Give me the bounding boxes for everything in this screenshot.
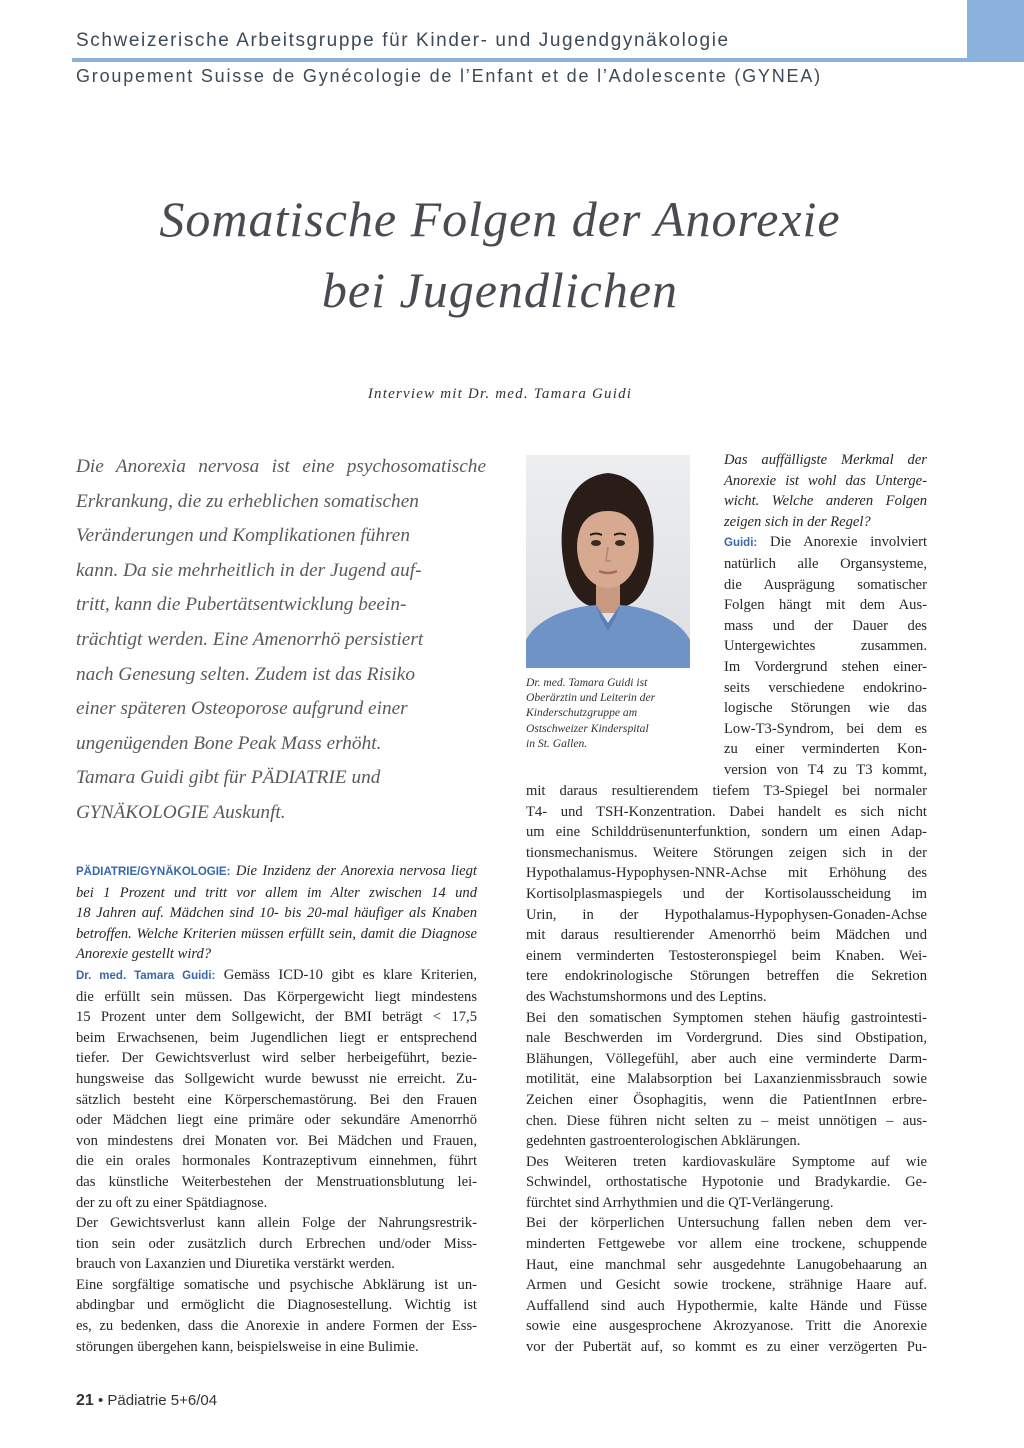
answer-speaker: Guidi: [724, 537, 758, 550]
page-footer [76, 1392, 217, 1410]
answer-line: störungen übergehen kann, beispielsweise in eine Bulimie. [76, 1338, 419, 1355]
lead-line: kann. Da sie mehrheitlich in der Jugend auf- [76, 559, 422, 581]
header-society-fr: Groupement Suisse de Gynécologie de l’Enfant et de l’Adolescente (GYNEA) [76, 66, 822, 86]
body-line: Urin, in der Hypothalamus-Hypophysen-Gonaden-Achse [526, 906, 927, 923]
answer-line: oder Mädchen liegt eine primäre oder sekundäre Amenorrhö [76, 1112, 477, 1129]
portrait-photo [526, 455, 690, 668]
answer-line: abdingbar und ermöglicht die Diagnosestellung. Wichtig ist [76, 1297, 477, 1314]
answer-line: die erfüllt sein müssen. Das Körpergewicht liegt mindestens [76, 988, 477, 1005]
caption-line: Ostschweizer Kinderspital [526, 721, 649, 735]
question-line: zeigen sich in der Regel? [724, 513, 871, 530]
title-line-2: bei Jugendlichen [321, 262, 679, 318]
answer-line: Low-T3-Syndrom, bei dem es [724, 720, 927, 737]
body-line: chen. Diese führen nicht selten zu – meist unnötigen – aus- [526, 1112, 927, 1129]
body-line: Haut, eine manchmal sehr ausgedehnte Lanugobehaarung an [526, 1256, 927, 1273]
footer-bullet: • [97, 1392, 104, 1409]
question-1-text: Die Inzidenz der Anorexia nervosa liegt [235, 863, 477, 879]
photo-caption [526, 675, 696, 751]
body-line: Armen und Gesicht sowie trockene, strähnige Haare auf. [526, 1277, 927, 1294]
caption-line: Kinderschutzgruppe am [526, 706, 638, 720]
question-line: Das auffälligste Merkmal der [724, 452, 927, 468]
answer-2-text: Die Anorexie involviert [770, 534, 927, 551]
body-line: motilität, eine Malabsorption bei Laxanzienmissbrauch sowie [526, 1071, 927, 1088]
body-line: minderten Fettgewebe vor allem eine trockene, schuppende [526, 1236, 927, 1253]
body-line: T4- und TSH-Konzentration. Dabei handelt es sich nicht [526, 803, 927, 820]
body-line: einem verminderten Testosteronspiegel beim Knaben. Wei- [526, 947, 927, 964]
body-line: Blähungen, Völlegefühl, aber auch eine verminderte Darm- [526, 1050, 927, 1067]
answer-line: zu einer verminderten Kon- [724, 741, 927, 758]
article-title [0, 184, 1000, 326]
title-line-1: Somatische Folgen der Anorexie [159, 191, 841, 247]
body-line: Kortisolplasmaspiegels und der Kortisolausscheidung im [526, 885, 927, 902]
answer-line: Der Gewichtsverlust kann allein Folge der Nahrungsrestrik- [76, 1215, 477, 1232]
answer-line: von mindestens drei Monaten vor. Bei Mädchen und Frauen, [76, 1132, 477, 1149]
body-line: mit daraus resultierendem tiefem T3-Spiegel bei normaler [526, 783, 927, 799]
question-line: bei 1 Prozent und tritt vor allem im Alter zwischen 14 und [76, 884, 477, 901]
answer-line: Im Vordergrund stehen einer- [724, 658, 927, 675]
body-line: Hypothalamus-Hypophysen-NNR-Achse mit Erhöhung des [526, 865, 927, 882]
answer-line: Folgen hängt mit dem Aus- [724, 597, 927, 614]
body-line: fürchtet sind Arrhythmien und die QT-Verlängerung. [526, 1194, 834, 1211]
body-line: um eine Schilddrüsenunterfunktion, sondern um einen Adap- [526, 824, 927, 841]
lead-line: Tamara Guidi gibt für PÄDIATRIE und [76, 767, 381, 789]
answer-line: Untergewichtes zusammen. [724, 638, 927, 655]
question-speaker: PÄDIATRIE/GYNÄKOLOGIE: [76, 866, 231, 878]
lead-line: nach Genesung selten. Zudem ist das Risiko [76, 663, 415, 685]
column-right-upper [724, 450, 927, 781]
lead-line: tritt, kann die Pubertätsentwicklung beein- [76, 594, 407, 616]
answer-speaker: Dr. med. Tamara Guidi: [76, 969, 216, 982]
caption-line: Oberärztin und Leiterin der [526, 691, 656, 705]
body-line: vor der Pubertät auf, so kommt es zu einer verzögerten Pu- [526, 1339, 927, 1356]
lead-line: GYNÄKOLOGIE Auskunft. [76, 801, 286, 823]
lead-line: Veränderungen und Komplikationen führen [76, 525, 410, 547]
answer-1-text: Gemäss ICD-10 gibt es klare Kriterien, [223, 966, 477, 983]
answer-line: mass und der Dauer des [724, 617, 927, 634]
answer-line: seits verschiedene endokrino- [724, 679, 927, 696]
lead-line: einer späteren Osteoporose aufgrund einer [76, 698, 408, 720]
answer-line: brauch von Laxanzien und Diuretika verstärkt werden. [76, 1256, 395, 1273]
body-line: Bei den somatischen Symptomen stehen häufig gastrointesti- [526, 1009, 927, 1026]
lead-paragraph [76, 450, 486, 831]
lead-line: Erkrankung, die zu erheblichen somatischen [76, 490, 419, 512]
answer-2-first-line [724, 532, 927, 554]
header-color-tab [967, 0, 1024, 62]
question-line: Anorexie ist wohl das Unterge- [724, 472, 927, 489]
answer-line: die Ausprägung somatischer [724, 576, 927, 593]
body-line: mit daraus resultierender Amenorrhö beim Mädchen und [526, 927, 927, 944]
body-line: tionsmechanismus. Weitere Störungen zeigen sich in der [526, 844, 927, 861]
answer-line: die ein orales hormonales Kontrazeptivum einnehmen, führt [76, 1153, 477, 1170]
question-1-first-line [76, 861, 477, 883]
answer-line: tion sein oder zusätzlich durch Erbrechen und/oder Miss- [76, 1235, 477, 1252]
answer-line: der zu oft zu einer Spätdiagnose. [76, 1194, 268, 1211]
column-right-lower [526, 781, 927, 1358]
body-line: des Wachstumshormons und des Leptins. [526, 988, 767, 1005]
answer-line: Eine sorgfältige somatische und psychische Abklärung ist un- [76, 1276, 477, 1293]
body-line: Auffallend sind auch Hypothermie, kalte Hände und Füsse [526, 1297, 927, 1314]
body-line: nale Beschwerden im Vordergrund. Dies sind Obstipation, [526, 1030, 927, 1047]
portrait-illustration [526, 455, 690, 668]
answer-1-first-line [76, 965, 477, 987]
page-number: 21 [76, 1392, 94, 1409]
answer-line: es, zu bedenken, dass die Anorexie in andere Formen der Ess- [76, 1318, 477, 1335]
body-line: Bei der körperlichen Untersuchung fallen neben dem ver- [526, 1215, 927, 1232]
header-rule [72, 58, 967, 62]
body-line: gedehnten gastroenterologischen Abklärungen. [526, 1133, 801, 1150]
caption-line: Dr. med. Tamara Guidi ist [526, 676, 648, 689]
lead-line: Die Anorexia nervosa ist eine psychosomatische [76, 456, 486, 477]
question-line: betroffen. Welche Kriterien müssen erfüllt sein, damit die Diagnose [76, 925, 477, 942]
answer-line: beim Erwachsenen, beim Jugendlichen liegt er entsprechend [76, 1029, 477, 1046]
answer-line: natürlich alle Organsysteme, [724, 555, 927, 572]
question-line: wicht. Welche anderen Folgen [724, 493, 927, 510]
question-line: 18 Jahren auf. Mädchen sind 10- bis 20-mal häufiger als Knaben [76, 905, 477, 922]
answer-line: logische Störungen wie das [724, 700, 927, 717]
answer-line: sätzlich besteht eine Körperschemastörung. Bei den Frauen [76, 1091, 477, 1108]
header-society-de: Schweizerische Arbeitsgruppe für Kinder- und Jugendgynäkologie [76, 30, 730, 51]
answer-line: das künstliche Weiterbestehen der Menstruationsblutung lei- [76, 1173, 477, 1190]
answer-line: 15 Prozent unter dem Sollgewicht, der BMI beträgt < 17,5 [76, 1009, 477, 1026]
body-line: tere endokrinologische Störungen betreffen die Sekretion [526, 968, 927, 985]
lead-line: ungenügenden Bone Peak Mass erhöht. [76, 732, 382, 754]
answer-line: version von T4 zu T3 kommt, [724, 761, 927, 778]
lead-line: trächtigt werden. Eine Amenorrhö persistiert [76, 628, 424, 650]
caption-line: in St. Gallen. [526, 736, 588, 750]
body-line: Schwindel, orthostatische Hypotonie und Bradykardie. Ge- [526, 1174, 927, 1191]
byline: Interview mit Dr. med. Tamara Guidi [367, 386, 633, 402]
journal-issue: Pädiatrie 5+6/04 [107, 1392, 218, 1409]
body-line: Des Weiteren treten kardiovaskuläre Symptome auf wie [526, 1153, 927, 1170]
answer-line: tiefer. Der Gewichtsverlust wird selber herbeigeführt, bezie- [76, 1050, 477, 1067]
answer-line: hungsweise das Sollgewicht wurde bewusst nie erreicht. Zu- [76, 1070, 477, 1087]
column-left [76, 861, 477, 1357]
body-line: sowie eine ausgesprochene Akrozyanose. Tritt die Anorexie [526, 1318, 927, 1335]
body-line: Zeichen einer Ösophagitis, wenn die PatientInnen erbre- [526, 1091, 927, 1108]
question-line: Anorexie gestellt wird? [76, 946, 212, 963]
